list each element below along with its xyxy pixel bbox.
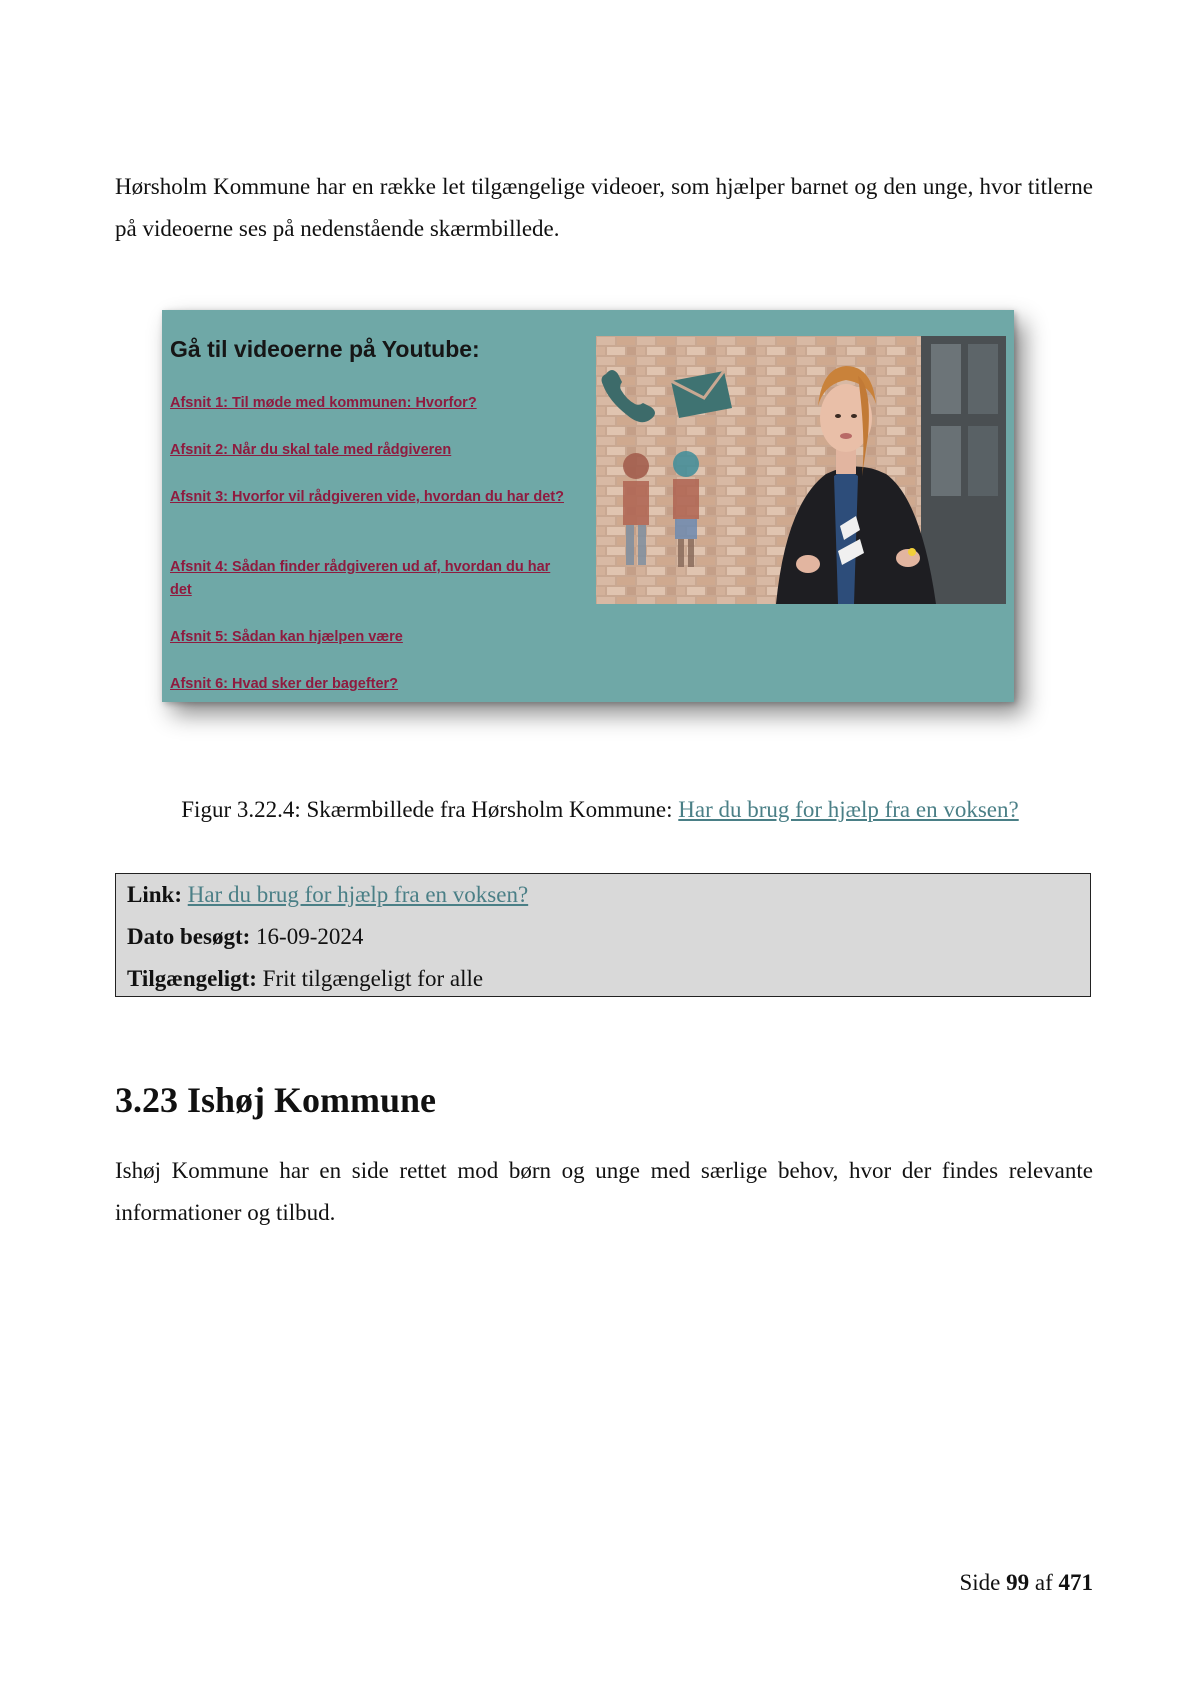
video-thumbnail-image: [596, 336, 1006, 604]
page-footer: [959, 1570, 1093, 1596]
video-link-list: [170, 392, 575, 720]
access-label: Tilgængeligt:: [127, 966, 257, 991]
info-row-link: [127, 874, 1079, 916]
intro-paragraph: Hørsholm Kommune har en række let tilgængelige videoer, som hjælper barnet og den unge, hvor titlerne på videoerne ses på nedenstående skærmbillede.: [115, 174, 1093, 241]
figure-caption: [0, 797, 1200, 823]
section-paragraph: Ishøj Kommune har en side rettet mod børn og unge med særlige behov, hvor der findes relevante informationer og tilbud.: [115, 1158, 1093, 1225]
video-link-4[interactable]: Afsnit 4: Sådan finder rådgiveren ud af, hvordan du har det: [170, 559, 551, 598]
link-label: Link:: [127, 882, 182, 907]
video-link-5[interactable]: Afsnit 5: Sådan kan hjælpen være: [170, 629, 403, 645]
info-row-date: [127, 916, 1079, 958]
page-total: 471: [1058, 1570, 1093, 1595]
page-number: 99: [1006, 1570, 1030, 1595]
video-link-1[interactable]: Afsnit 1: Til møde med kommunen: Hvorfor?: [170, 395, 477, 411]
list-item: [170, 486, 575, 556]
list-item: [170, 439, 575, 486]
video-link-3[interactable]: Afsnit 3: Hvorfor vil rådgiveren vide, hvordan du har det?: [170, 489, 564, 505]
caption-link[interactable]: Har du brug for hjælp fra en voksen?: [678, 797, 1019, 822]
date-label: Dato besøgt:: [127, 924, 251, 949]
side-label: Side: [959, 1570, 1001, 1595]
list-item: [170, 556, 575, 626]
list-item: [170, 673, 575, 720]
video-link-2[interactable]: Afsnit 2: Når du skal tale med rådgiveren: [170, 442, 452, 458]
caption-text: Figur 3.22.4: Skærmbillede fra Hørsholm Kommune:: [181, 797, 679, 822]
list-item: [170, 392, 575, 439]
section-heading: 3.23 Ishøj Kommune: [115, 1080, 437, 1120]
video-thumbnail[interactable]: [596, 336, 1006, 604]
info-box: [115, 873, 1091, 997]
access-value: Frit tilgængeligt for alle: [262, 966, 484, 991]
source-link[interactable]: Har du brug for hjælp fra en voksen?: [187, 882, 529, 907]
screenshot-heading: Gå til videoerne på Youtube:: [170, 336, 480, 362]
youtube-videos-screenshot: [162, 310, 1014, 702]
info-row-access: [127, 958, 1079, 1000]
af-label: af: [1034, 1570, 1053, 1595]
video-link-6[interactable]: Afsnit 6: Hvad sker der bagefter?: [170, 676, 399, 692]
date-value: 16-09-2024: [256, 924, 364, 949]
list-item: [170, 626, 575, 673]
